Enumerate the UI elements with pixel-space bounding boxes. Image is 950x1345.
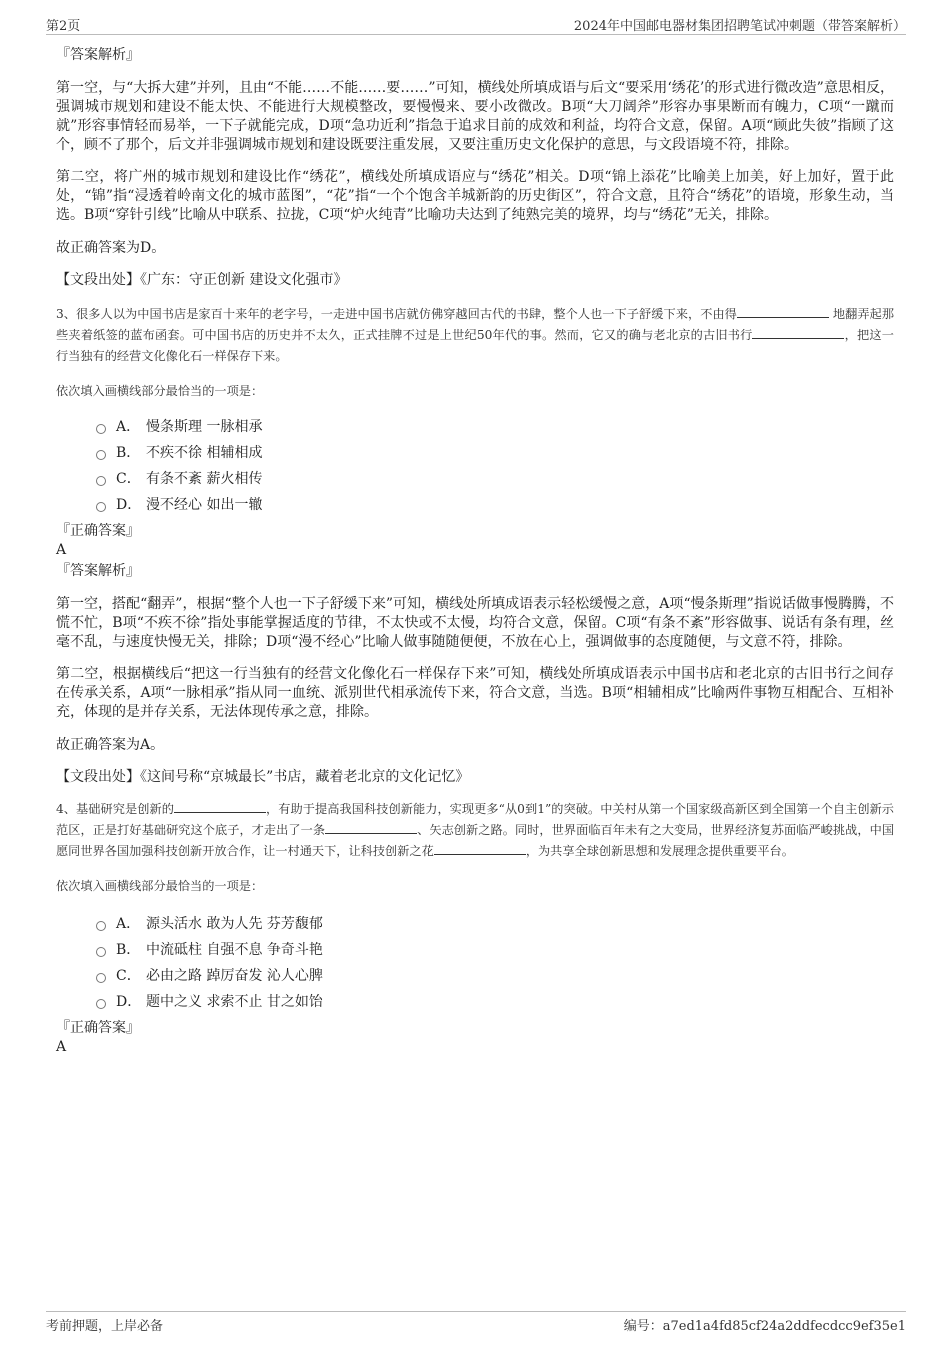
q3-option-b[interactable]: B． 不疾不徐 相辅相成 <box>96 440 894 466</box>
q3-option-d[interactable]: D． 漫不经心 如出一辙 <box>96 492 894 518</box>
radio-icon[interactable] <box>96 476 106 486</box>
page-header <box>46 14 906 35</box>
radio-icon[interactable] <box>96 947 106 957</box>
q3-analysis-label: 『答案解析』 <box>56 563 140 579</box>
q4-answer: A <box>56 1039 67 1055</box>
document-body <box>56 46 894 1057</box>
q3-answer: A <box>56 542 67 558</box>
q3-analysis-para1: 第一空，搭配“翻弄”，根据“整个人也一下子舒缓下来”可知，横线处所填成语表示轻松缓慢之意，A项“慢条斯理”指说话做事慢腾腾，不慌不忙，B项“不疾不徐”指处事能掌握适度的节律，不太快或不太慢，均符合文意，保留。C项“有条不紊”形容做事、说话有条有理，丝毫不乱，与速度快慢无关，排除；D项“漫不经心”比喻人做事随随便便，不放在心上，强调做事的态度随便，与文意不符，排除。 <box>56 596 894 650</box>
q3-source: 【文段出处】《这间号称“京城最长”书店，藏着老北京的文化记忆》 <box>56 769 470 785</box>
page-footer <box>46 1311 906 1334</box>
footer-id-label: 编号： <box>623 1319 663 1334</box>
footer-slogan: 考前押题，上岸必备 <box>46 1319 164 1334</box>
footer-id <box>624 1315 906 1334</box>
q4-stem-part1: 4、基础研究是创新的 <box>56 802 174 816</box>
q4-option-c[interactable]: C． 必由之路 踔厉奋发 沁人心脾 <box>96 963 894 989</box>
radio-icon[interactable] <box>96 921 106 931</box>
q4-prompt: 依次填入画横线部分最恰当的一项是： <box>56 879 264 893</box>
q2-source: 【文段出处】《广东：守正创新 建设文化强市》 <box>56 272 348 288</box>
q3-option-a[interactable]: A． 慢条斯理 一脉相承 <box>96 414 894 440</box>
q3-stem-part2: 地翻弄起那些夹着纸签的蓝布函套。可中国书店的历史并不太久，正式挂牌不过是上世纪50年代的事。然而，它又的确与老北京的古旧书行 <box>56 307 895 342</box>
q4-blank-1 <box>174 800 266 813</box>
q4-blank-2 <box>325 821 417 834</box>
radio-icon[interactable] <box>96 502 106 512</box>
q3-option-c[interactable]: C． 有条不紊 薪火相传 <box>96 466 894 492</box>
radio-icon[interactable] <box>96 973 106 983</box>
q3-blank-1 <box>737 305 829 318</box>
q4-stem <box>56 799 894 862</box>
q3-stem-part1: 3、很多人以为中国书店是家百十来年的老字号，一走进中国书店就仿佛穿越回古代的书肆，整个人也一下子舒缓下来，不由得 <box>56 307 737 321</box>
q3-stem <box>56 304 894 367</box>
q3-options <box>56 414 894 518</box>
q2-analysis-para1: 第一空，与“大拆大建”并列，且由“不能……不能……要……”可知，横线处所填成语与后文“要采用‘绣花’的形式进行微改造”意思相反，强调城市规划和建设不能太快、不能进行大规模整改，要慢慢来、要小改微改。B项“大刀阔斧”形容办事果断而有魄力，C项“一蹴而就”形容事情轻而易举，一下子就能完成，D项“急功近利”指急于追求目前的成效和利益，均符合文意，保留。A项“顾此失彼”指顾了这个，顾不了那个，后文并非强调城市规划和建设既要注重发展，又要注重历史文化保护的意思，与文段语境不符，排除。 <box>56 80 894 153</box>
q4-options <box>56 911 894 1015</box>
q3-prompt: 依次填入画横线部分最恰当的一项是： <box>56 384 264 398</box>
q4-answer-label: 『正确答案』 <box>56 1020 140 1036</box>
q4-blank-3 <box>434 842 526 855</box>
radio-icon[interactable] <box>96 999 106 1009</box>
q2-analysis-label: 『答案解析』 <box>56 47 140 63</box>
q3-stem-part3: ，把这一行当独有的经营文化像化石一样保存下来。 <box>56 328 894 363</box>
q4-option-b[interactable]: B． 中流砥柱 自强不息 争奇斗艳 <box>96 937 894 963</box>
q2-analysis-para2: 第二空，将广州的城市规划和建设比作“绣花”，横线处所填成语应与“绣花”相关。D项“锦上添花”比喻美上加美，好上加好，置于此处，“锦”指“浸透着岭南文化的城市蓝图”，“花”指“一个个饱含羊城新韵的历史街区”，符合文意，且符合“绣花”的语境，形象生动，当选。B项“穿针引线”比喻从中联系、拉拢，C项“炉火纯青”比喻功夫达到了纯熟完美的境界，均与“绣花”无关，排除。 <box>56 169 894 223</box>
document-title: 2024年中国邮电器材集团招聘笔试冲刺题（带答案解析） <box>573 19 906 34</box>
q3-blank-2 <box>752 326 844 339</box>
q4-stem-part4: ，为共享全球创新思想和发展理念提供重要平台。 <box>525 844 794 858</box>
q3-analysis-para2: 第二空，根据横线后“把这一行当独有的经营文化像化石一样保存下来”可知，横线处所填成语表示中国书店和老北京的古旧书行之间存在传承关系，A项“一脉相承”指从同一血统、派别世代相承流传下来，符合文意，当选。B项“相辅相成”比喻两件事物互相配合、互相补充，体现的是并存关系，无法体现传承之意，排除。 <box>56 666 894 720</box>
radio-icon[interactable] <box>96 424 106 434</box>
page-number: 第2页 <box>46 19 81 34</box>
q2-conclusion: 故正确答案为D。 <box>56 240 166 256</box>
q4-option-d[interactable]: D． 题中之义 求索不止 甘之如饴 <box>96 989 894 1015</box>
radio-icon[interactable] <box>96 450 106 460</box>
q4-stem-part2: ，有助于提高我国科技创新能力，实现更多“从0到1”的突破。中关村从第一个国家级高新区到全国第一个自主创新示范区，正是打好基础研究这个底子，才走出了一条 <box>56 802 894 837</box>
q4-option-a[interactable]: A． 源头活水 敢为人先 芬芳馥郁 <box>96 911 894 937</box>
q3-conclusion: 故正确答案为A。 <box>56 737 165 753</box>
q4-stem-part3: 、矢志创新之路。同时，世界面临百年未有之大变局，世界经济复苏面临严峻挑战，中国愿同世界各国加强科技创新开放合作，让一村通天下，让科技创新之花 <box>56 823 895 858</box>
footer-id-value: a7ed1a4fd85cf24a2ddfecdcc9ef35e1 <box>662 1319 906 1334</box>
q3-answer-label: 『正确答案』 <box>56 523 140 539</box>
